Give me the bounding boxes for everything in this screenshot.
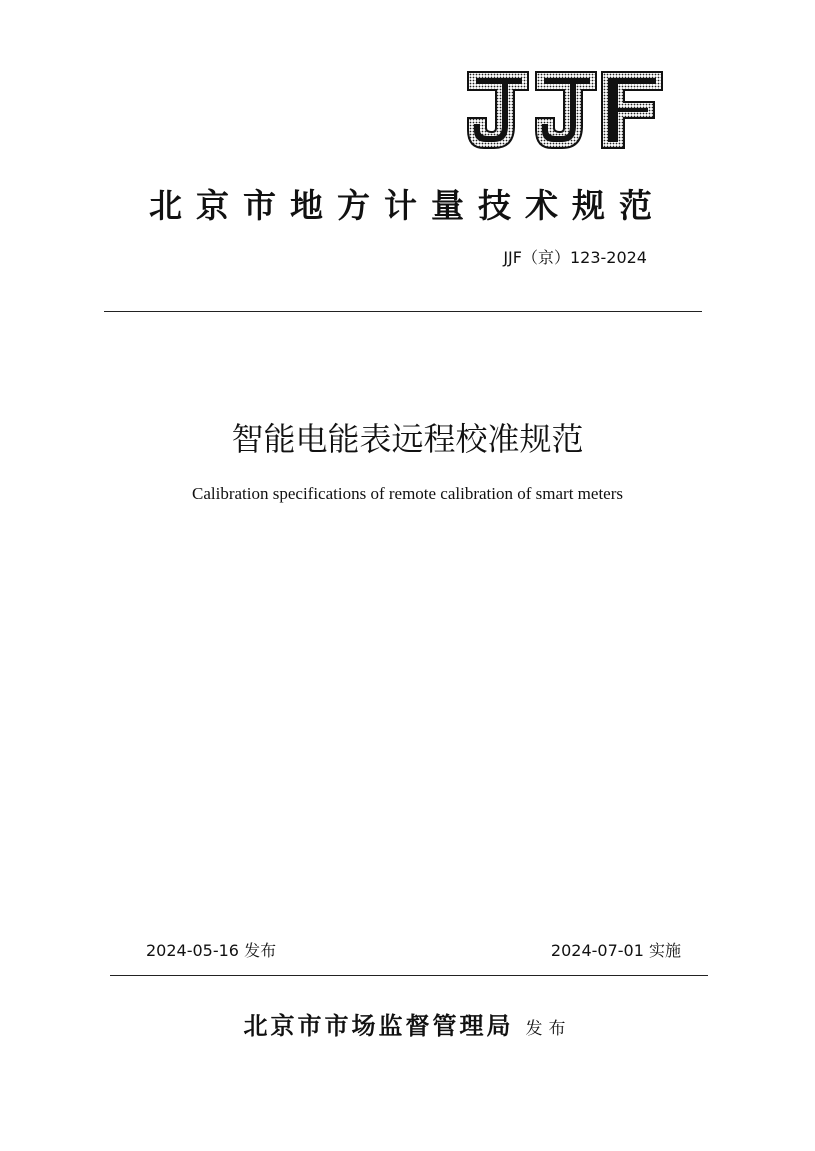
effective-date: 2024-07-01 实施 bbox=[550, 941, 681, 960]
document-code: JJF（京）123-2024 bbox=[503, 248, 647, 267]
jjf-logo-icon bbox=[466, 70, 664, 150]
issue-date: 2024-05-16 发布 bbox=[146, 941, 277, 960]
document-title-cn: 智能电能表远程校准规范 bbox=[231, 420, 584, 458]
publisher-action: 发布 bbox=[525, 1019, 572, 1039]
publisher-line bbox=[60, 1006, 755, 1049]
top-divider bbox=[104, 311, 702, 312]
bottom-divider bbox=[110, 975, 708, 976]
publisher-name: 北京市市场监督管理局 bbox=[243, 1011, 514, 1040]
document-title-en: Calibration specifications of remote calibration of smart meters bbox=[192, 484, 623, 503]
standard-category-title: 北京市地方计量技术规范 bbox=[149, 186, 666, 225]
